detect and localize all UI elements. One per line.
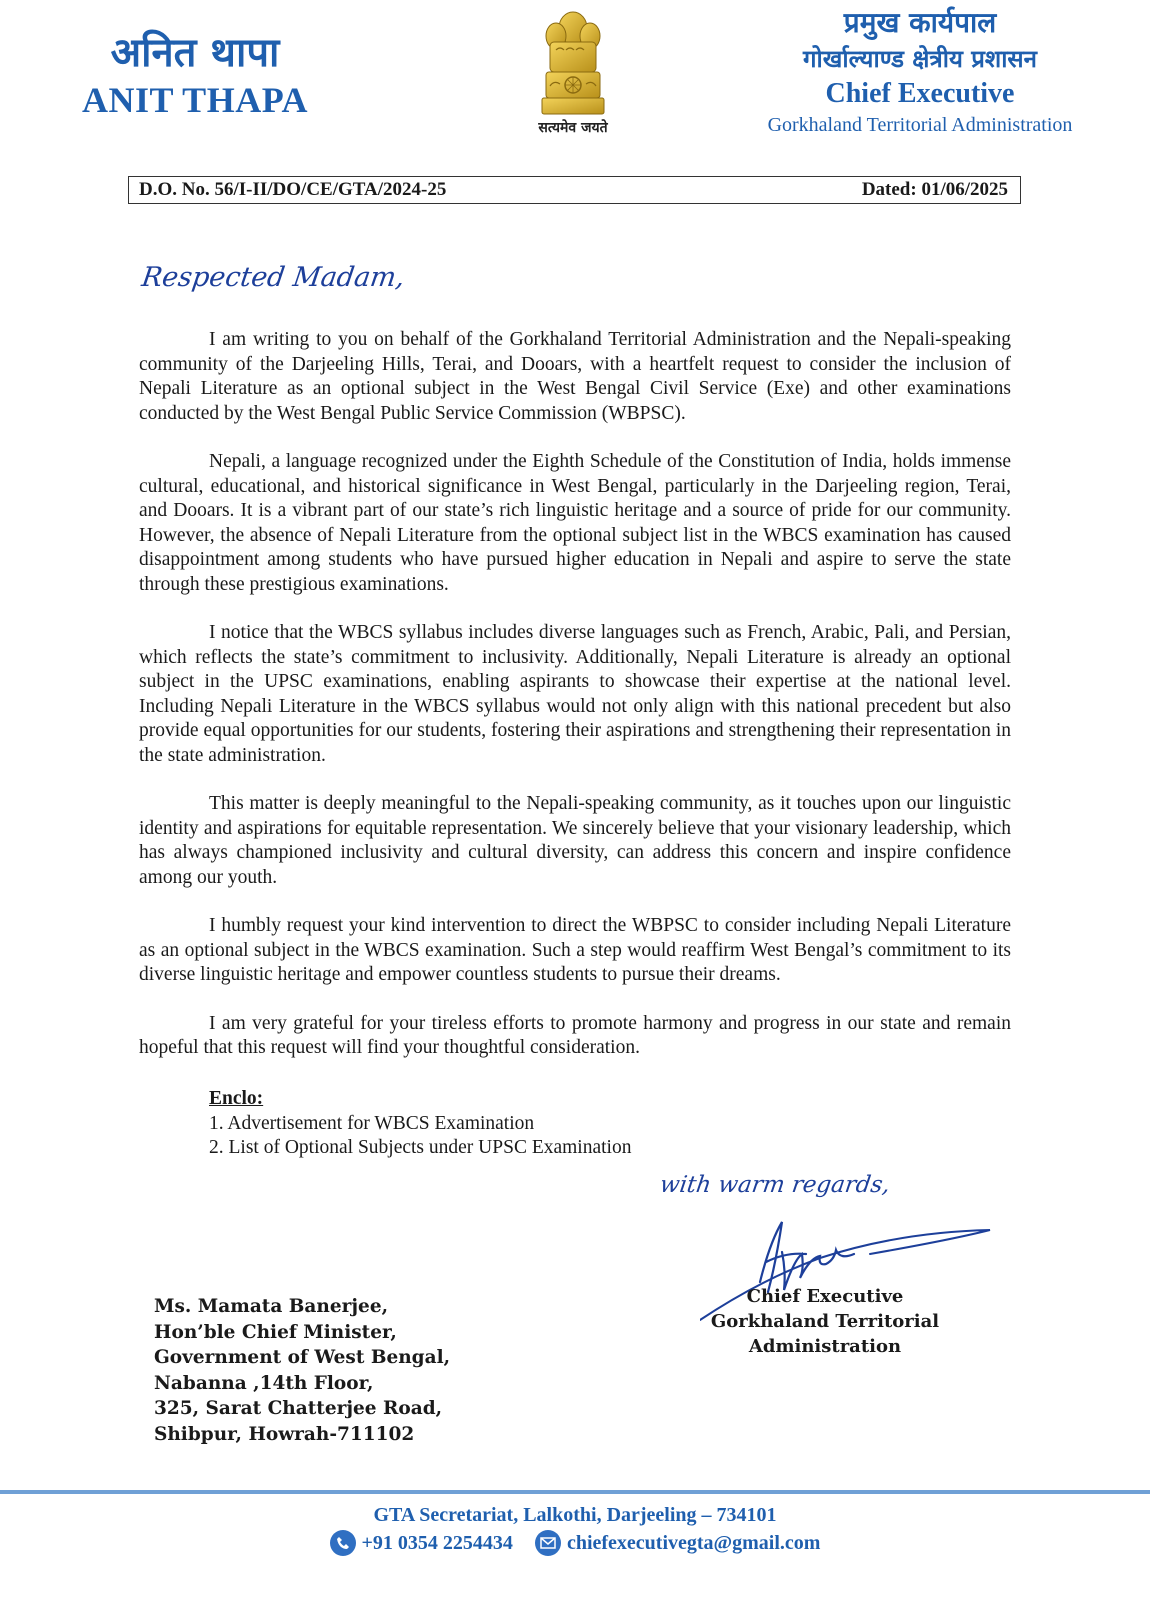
do-number: D.O. No. 56/I-II/DO/CE/GTA/2024-25 xyxy=(139,179,447,200)
letter-body xyxy=(139,328,1011,1085)
designation-hindi: प्रमुख कार्यपाल xyxy=(843,6,997,39)
name-english: ANIT THAPA xyxy=(81,80,309,120)
recipient-address xyxy=(154,1294,450,1447)
paragraph: I am very grateful for your tireless efforts to promote harmony and progress in our state and remain hopeful that this request will find your thoughtful consideration. xyxy=(139,1012,1011,1058)
email-icon xyxy=(535,1530,561,1556)
letterhead-footer xyxy=(0,1502,1150,1556)
state-emblem xyxy=(518,6,628,148)
lion-capital-icon xyxy=(536,6,610,118)
enclosure-item: 1. Advertisement for WBCS Examination xyxy=(209,1112,535,1134)
address-line: Nabanna ,14th Floor, xyxy=(154,1372,374,1394)
enclosures xyxy=(209,1087,631,1161)
reference-box xyxy=(128,176,1021,204)
closing-regards: with warm regards, xyxy=(658,1172,892,1198)
address-line: 325, Sarat Chatterjee Road, xyxy=(154,1398,443,1419)
signer-organisation: Gorkhaland Territorial Administration xyxy=(710,1311,940,1357)
enclosure-list xyxy=(209,1112,631,1161)
letterhead-name xyxy=(65,28,325,122)
phone-number: +91 0354 2254434 xyxy=(361,1532,513,1554)
organisation-hindi: गोर्खाल्याण्ड क्षेत्रीय प्रशासन xyxy=(803,45,1037,73)
paragraph: This matter is deeply meaningful to the Nepali-speaking community, as it touches upon our linguistic identity and aspirations for equitable representation. We sincerely believe that your visionary leadership, which has always championed inclusivity and cultural diversity, can address this concern and inspire confidence among our youth. xyxy=(139,793,1011,888)
paragraph: I am writing to you on behalf of the Gorkhaland Territorial Administration and the Nepali-speaking community of the Darjeeling Hills, Terai, and Dooars, with a heartfelt request to consider the inclusion of Nepali Literature as an optional subject in the West Bengal Civil Service (Exe) and other examinations conducted by the West Bengal Public Service Commission (WBPSC). xyxy=(139,329,1011,424)
address-line: Hon’ble Chief Minister, xyxy=(154,1321,397,1343)
paragraph: I humbly request your kind intervention to direct the WBPSC to consider including Nepali Literature as an optional subject in the WBCS examination. Such a step would reaffirm West Bengal’s commitment to its diverse linguistic heritage and empower countless students to pursue their dreams. xyxy=(139,915,1011,985)
phone-contact xyxy=(330,1530,513,1556)
enclosure-item: 2. List of Optional Subjects under UPSC Examination xyxy=(209,1137,632,1158)
phone-icon xyxy=(330,1530,356,1556)
signatory xyxy=(640,1284,1010,1359)
organisation-english: Gorkhaland Territorial Administration xyxy=(767,114,1073,136)
paragraph: I notice that the WBCS syllabus includes diverse languages such as French, Arabic, Pali, and Persian, which reflects the state’s commitment to inclusivity. Additionally, Nepali Literature is already an optional subject in the UPSC examinations, enabling aspirants to showcase their expertise at the national level. Including Nepali Literature in the WBCS syllabus would not only align with this national precedent but also provide equal opportunities for our students, fostering their aspirations and strengthening their representation in the state administration. xyxy=(139,622,1011,766)
address-line: Government of West Bengal, xyxy=(154,1347,451,1368)
enclosures-heading: Enclo: xyxy=(209,1088,264,1109)
footer-address: GTA Secretariat, Lalkothi, Darjeeling – 734101 xyxy=(373,1504,777,1526)
address-line: Ms. Mamata Banerjee, xyxy=(154,1296,389,1317)
footer-contacts xyxy=(0,1530,1150,1556)
salutation: Respected Madam, xyxy=(139,262,407,293)
email-contact xyxy=(535,1530,821,1556)
signer-title: Chief Executive xyxy=(746,1286,904,1307)
letter-date: Dated: 01/06/2025 xyxy=(861,179,1008,200)
name-hindi: अनित थापा xyxy=(110,30,280,76)
email-address[interactable]: chiefexecutivegta@gmail.com xyxy=(566,1532,821,1554)
address-line: Shibpur, Howrah-711102 xyxy=(154,1423,415,1445)
designation-english: Chief Executive xyxy=(825,78,1015,109)
paragraph: Nepali, a language recognized under the Eighth Schedule of the Constitution of India, holds immense cultural, educational, and historical significance in West Bengal, particularly in the Darjeeling region, Terai, and Dooars. It is a vibrant part of our state’s rich linguistic heritage and a source of pride for our community. However, the absence of Nepali Literature from the optional subject list in the WBCS examination has caused disappointment among students who have pursued higher education in Nepali and aspire to serve the state through these prestigious examinations. xyxy=(139,451,1011,595)
footer-divider xyxy=(0,1490,1150,1494)
letterhead-designation xyxy=(740,4,1100,138)
emblem-motto: सत्यमेव जयते xyxy=(538,120,608,136)
